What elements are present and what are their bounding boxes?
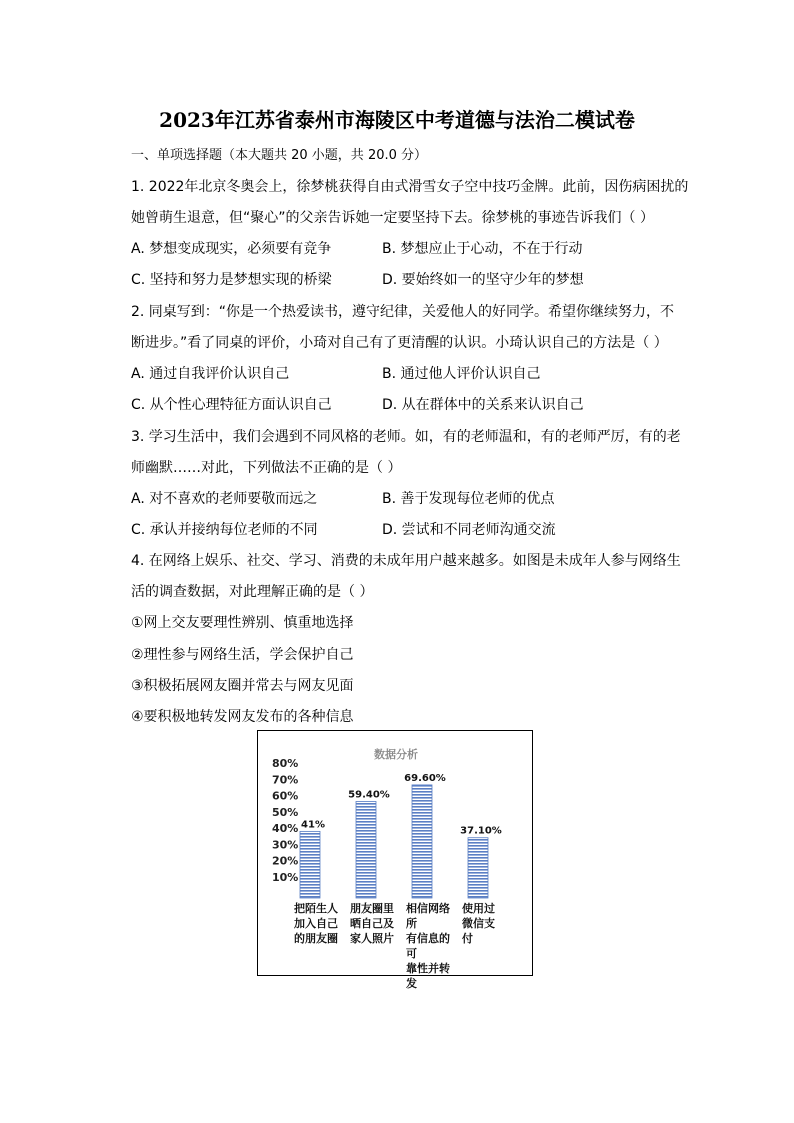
category-label-line: 家人照片 [350, 932, 394, 945]
q2-option-d: D. 从在群体中的关系来认识自己 [382, 397, 584, 413]
q4-statement-1: ①网上交友要理性辨别、慎重地选择 [131, 615, 354, 631]
q2-option-a: A. 通过自我评价认识自己 [131, 366, 290, 382]
category-label-line: 加入自己 [294, 917, 338, 930]
category-label-line: 相信网络所 [406, 902, 450, 930]
category-label [294, 901, 348, 946]
y-tick-label: 20% [272, 854, 299, 868]
category-label-line: 微信支 [462, 917, 495, 930]
q3-option-d: D. 尝试和不同老师沟通交流 [382, 522, 556, 538]
question-2-line-1: 2. 同桌写到：“你是一个热爱读书，遵守纪律，关爱他人的好同学。希望你继续努力，不 [131, 304, 675, 320]
q2-option-b: B. 通过他人评价认识自己 [382, 366, 541, 382]
exam-title: 2023年江苏省泰州市海陵区中考道德与法治二模试卷 [159, 108, 635, 132]
q4-statement-2: ②理性参与网络生活，学会保护自己 [131, 647, 354, 663]
q1-option-b: B. 梦想应止于心动，不在于行动 [382, 241, 583, 257]
section-heading: 一、单项选择题（本大题共 20 小题，共 20.0 分） [131, 148, 428, 163]
y-tick-label: 80% [272, 757, 299, 770]
question-3-line-1: 3. 学习生活中，我们会遇到不同风格的老师。如，有的老师温和，有的老师严厉，有的老 [131, 429, 681, 445]
q3-option-a: A. 对不喜欢的老师要敬而远之 [131, 491, 318, 507]
question-2-line-2: 断进步。”看了同桌的评价，小琦对自己有了更清醒的认识。小琦认识自己的方法是（ ） [131, 335, 668, 351]
bar-data-label: 69.60% [404, 772, 446, 784]
bar-data-label: 41% [301, 819, 325, 831]
category-label-line: 使用过 [462, 902, 495, 915]
q3-option-b: B. 善于发现每位老师的优点 [382, 491, 555, 507]
category-label-line: 晒自己及 [350, 917, 394, 930]
chart-title: 数据分析 [374, 748, 418, 761]
category-label-line: 朋友圈里 [350, 902, 394, 915]
category-label [350, 901, 404, 946]
q4-statement-4: ④要积极地转发网友发布的各种信息 [131, 709, 354, 725]
bar-data-label: 37.10% [460, 825, 502, 837]
q3-option-c: C. 承认并接纳每位老师的不同 [131, 522, 318, 538]
q1-option-d: D. 要始终如一的坚守少年的梦想 [382, 272, 584, 288]
y-tick-label: 60% [272, 789, 299, 803]
q2-option-c: C. 从个性心理特征方面认识自己 [131, 397, 332, 413]
category-label-line: 的朋友圈 [294, 932, 338, 945]
question-4-line-1: 4. 在网络上娱乐、社交、学习、消费的未成年用户越来越多。如图是未成年人参与网络生 [131, 553, 681, 569]
category-label-line: 把陌生人 [294, 902, 338, 915]
question-1-line-1: 1. 2022年北京冬奥会上，徐梦桃获得自由式滑雪女子空中技巧金牌。此前，因伤病困扰的 [131, 179, 689, 195]
category-label-line: 付 [462, 932, 473, 945]
y-tick-label: 30% [272, 838, 299, 852]
y-tick-label: 40% [272, 822, 299, 835]
chart-bar [300, 831, 320, 898]
category-label [462, 901, 516, 946]
chart-bar [356, 801, 376, 898]
chart-bar [412, 785, 432, 898]
chart-bar [468, 838, 488, 898]
q1-option-c: C. 坚持和努力是梦想实现的桥梁 [131, 272, 332, 288]
q1-option-a: A. 梦想变成现实，必须要有竞争 [131, 241, 332, 257]
question-1-line-2: 她曾萌生退意，但“聚心”的父亲告诉她一定要坚持下去。徐梦桃的事迹告诉我们（ ） [131, 210, 654, 226]
category-label-line: 靠性并转发 [406, 962, 450, 990]
category-label [406, 901, 460, 991]
category-label-line: 有信息的可 [406, 932, 450, 960]
question-4-line-2: 活的调查数据，对此理解正确的是（ ） [131, 584, 374, 600]
y-tick-label: 70% [272, 773, 299, 787]
survey-bar-chart [257, 730, 533, 990]
q4-statement-3: ③积极拓展网友圈并常去与网友见面 [131, 678, 354, 694]
y-tick-label: 50% [272, 805, 299, 819]
bar-data-label: 59.40% [348, 789, 390, 801]
question-3-line-2: 师幽默……对此，下列做法不正确的是（ ） [131, 460, 402, 476]
y-tick-label: 10% [272, 870, 299, 884]
